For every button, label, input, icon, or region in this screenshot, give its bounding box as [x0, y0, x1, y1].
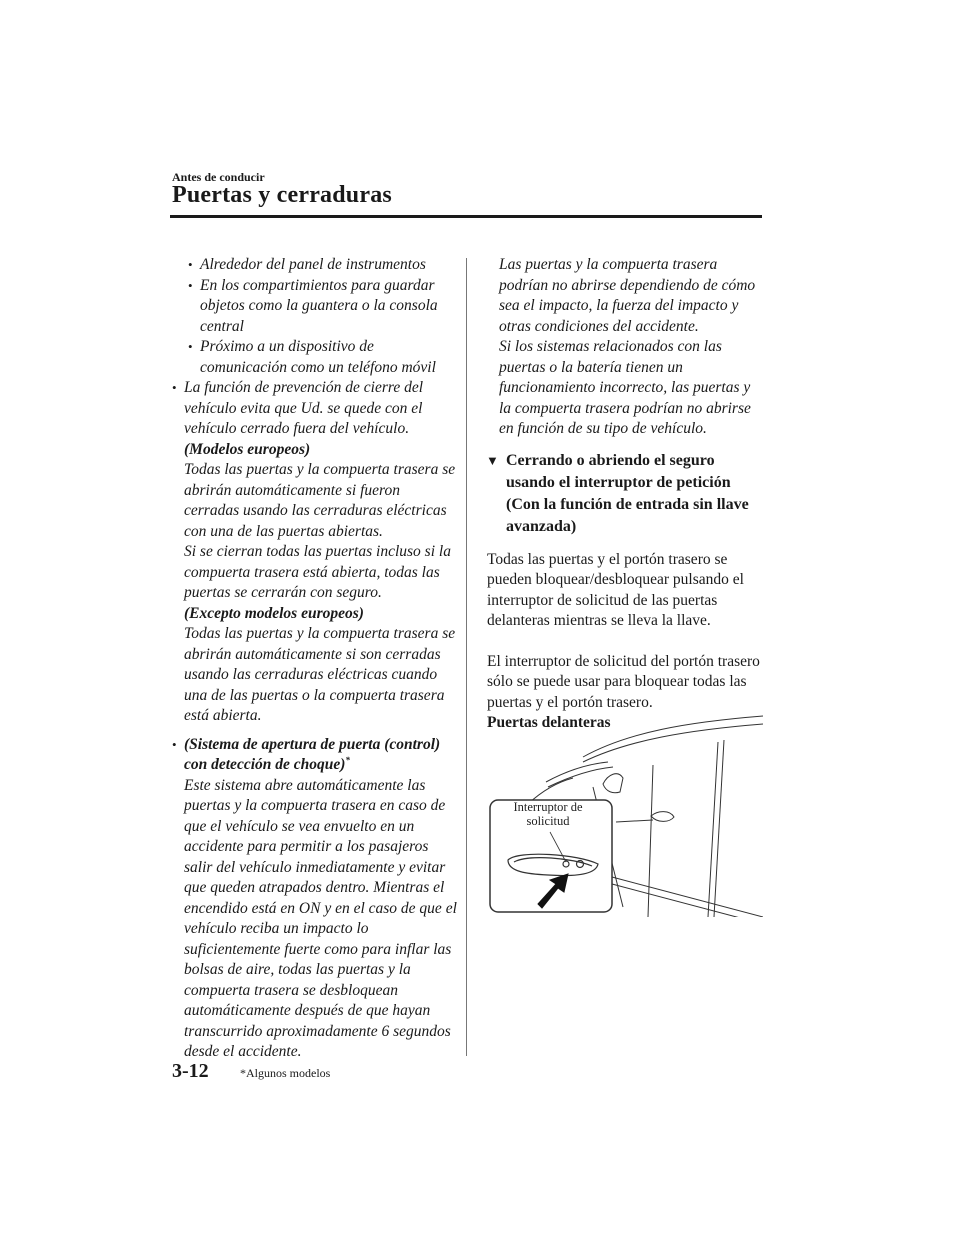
- subheading-front-doors: Puertas delanteras: [487, 714, 611, 731]
- bullet-dot-icon: •: [188, 277, 193, 293]
- label-non-european-models: (Excepto modelos europeos): [184, 604, 364, 622]
- section-heading-text: Cerrando o abriendo el seguro usando el interruptor de petición (Con la función de entrada sin llave avanzada): [506, 451, 749, 535]
- crash-unlock-title: (Sistema de apertura de puerta (control) con detección de choque)*: [184, 735, 441, 773]
- bullet-dot-icon: •: [172, 380, 177, 395]
- non-european-text: Todas las puertas y la compuerta trasera se abrirán automáticamente si son cerradas usando las cerraduras eléctricas cuando una de las puertas o la compuerta trasera está abierta.: [184, 625, 456, 724]
- bullet-intro: La función de prevención de cierre del vehículo evita que Ud. se quede con el vehículo cerrado fuera del vehículo.: [184, 379, 424, 437]
- section-label: Antes de conducir: [172, 170, 265, 184]
- bullet-dot-icon: •: [188, 339, 193, 354]
- page-title: Puertas y cerraduras: [172, 182, 392, 208]
- continued-text-1: Las puertas y la compuerta trasera podrían no abrirse dependiendo de cómo sea el impacto, la fuerza del impacto y otras condiciones del accidente.: [499, 256, 756, 335]
- sub-bullet-item: • Alrededor del panel de instrumentos: [188, 255, 457, 276]
- label-european-models: (Modelos europeos): [184, 440, 311, 458]
- illustration-label-request-switch: Interruptor de solicitud: [513, 800, 583, 828]
- european-text-b: Si se cierran todas las puertas incluso si la compuerta trasera está abierta, todas las puertas se cerrarán con seguro.: [184, 543, 451, 601]
- bullet-dot-icon: •: [188, 257, 193, 272]
- crash-unlock-text: Este sistema abre automáticamente las puertas y la compuerta trasera en caso de que el vehículo se vea envuelto en un accidente para permitir a los pasajeros salir del vehículo inmediatamente y evitar que queden atrapados dentro. Mientras el encendido está en ON y en el caso de que el vehículo reciba un impacto lo suficientemente fuerte como para inflar las bolsas de aire, todas las puertas y la compuerta trasera se desbloquean automáticamente después de que hayan transcurrido aproximadamente 6 segundos desde el accidente.: [184, 776, 457, 1060]
- sub-bullet-list: [188, 255, 457, 378]
- paragraph-1: Todas las puertas y el portón trasero se pueden bloquear/desbloquear pulsando el interruptor de solicitud de las puertas delanteras mientras se lleva la llave.: [487, 550, 744, 629]
- column-divider: [466, 258, 467, 1056]
- continued-text-2: Si los sistemas relacionados con las puertas o la batería tienen un funcionamiento incorrecto, las puertas y la compuerta trasera podrían no abrirse en función de su tipo de vehículo.: [499, 338, 751, 437]
- bullet-dot-icon: •: [172, 736, 177, 752]
- footnote: *Algunos modelos: [240, 1066, 331, 1080]
- page-number: 3-12: [172, 1060, 209, 1082]
- bullet-crash-unlock: [172, 735, 457, 1063]
- european-text-a: Todas las puertas y la compuerta trasera se abrirán automáticamente si fueron cerradas usando las cerraduras eléctricas con una de las puertas abiertas.: [184, 461, 456, 540]
- paragraph-2: El interruptor de solicitud del portón trasero sólo se puede usar para bloquear todas las puertas y el portón trasero.: [487, 652, 760, 711]
- asterisk-mark: *: [345, 754, 350, 765]
- title-rule: [170, 215, 762, 218]
- section-heading: [486, 450, 765, 538]
- right-column: [487, 255, 765, 734]
- left-column: [172, 255, 457, 1063]
- triangle-down-icon: ▼: [486, 452, 499, 468]
- bullet-lockout-prevention: [172, 378, 457, 727]
- sub-bullet-item: • Próximo a un dispositivo de comunicación como un teléfono móvil: [188, 338, 436, 376]
- sub-bullet-item: • En los compartimientos para guardar objetos como la guantera o la consola central: [188, 276, 438, 335]
